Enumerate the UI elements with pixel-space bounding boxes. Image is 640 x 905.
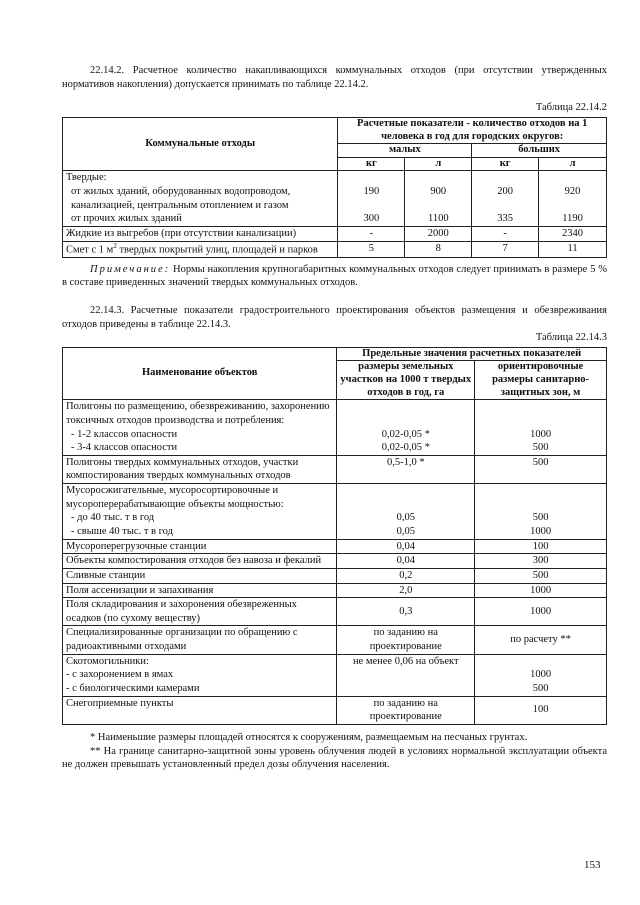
cell-zone: 500 bbox=[475, 511, 607, 525]
cell-zone: 500 bbox=[475, 568, 607, 583]
cell-name: Сливные станции bbox=[63, 568, 337, 583]
table-note bbox=[62, 263, 607, 290]
cell-area: 2,0 bbox=[337, 583, 475, 598]
cell-name: Объекты компостирования отходов без навоза и фекалий bbox=[63, 554, 337, 569]
cell-value: 335 bbox=[472, 212, 539, 226]
cell-zone: 300 bbox=[475, 554, 607, 569]
cell-name: Мусороперегрузочные станции bbox=[63, 539, 337, 554]
table-row bbox=[63, 241, 607, 257]
table-row bbox=[63, 455, 607, 483]
cell-value: 7 bbox=[472, 241, 539, 257]
cell-area: 0,3 bbox=[337, 598, 475, 626]
cell-area: 0,02-0,05 * bbox=[337, 441, 475, 455]
table-row bbox=[63, 583, 607, 598]
cell-zone: по расчету ** bbox=[475, 626, 607, 654]
table-row bbox=[63, 554, 607, 569]
cell-name: - 1-2 классов опасности bbox=[63, 428, 337, 442]
cell-name: Скотомогильники: bbox=[63, 654, 337, 668]
cell-area: 0,2 bbox=[337, 568, 475, 583]
cell-value: 5 bbox=[338, 241, 405, 257]
cell-name: Мусоросжигательные, мусоросортировочные и мусороперерабатывающие объекты мощностью: bbox=[63, 484, 337, 512]
header-sanitary-zone: ориентировочные размеры санитарно-защитных зон, м bbox=[475, 361, 607, 400]
table-row bbox=[63, 212, 607, 226]
table-row bbox=[63, 682, 607, 696]
table-22-14-3 bbox=[62, 347, 607, 725]
table-22-14-2 bbox=[62, 117, 607, 258]
table-row bbox=[63, 185, 607, 212]
table-row bbox=[63, 598, 607, 626]
cell-zone: 500 bbox=[475, 455, 607, 483]
table-row bbox=[63, 525, 607, 539]
table-row bbox=[63, 226, 607, 241]
cell-value: 190 bbox=[338, 185, 405, 212]
table-header-row bbox=[63, 347, 607, 361]
header-unit-kg: кг bbox=[338, 157, 405, 171]
cell-name: - с захоронением в ямах bbox=[63, 668, 337, 682]
cell-zone bbox=[475, 484, 607, 512]
cell-area bbox=[337, 484, 475, 512]
cell-name: Полигоны твердых коммунальных отходов, участки компостирования твердых коммунальных отходов bbox=[63, 455, 337, 483]
cell-zone: 1000 bbox=[475, 428, 607, 442]
table-row bbox=[63, 484, 607, 512]
cell-zone: 1000 bbox=[475, 668, 607, 682]
header-unit-l: л bbox=[539, 157, 607, 171]
cell-zone: 100 bbox=[475, 539, 607, 554]
header-limit-values: Предельные значения расчетных показателей bbox=[337, 347, 607, 361]
cell-value: - bbox=[472, 226, 539, 241]
paragraph-22-14-2: 22.14.2. Расчетное количество накапливающихся коммунальных отходов (при отсутствии утвержденных нормативов накопления) допускается принимать по таблице 22.14.2. bbox=[62, 65, 607, 90]
table-row bbox=[63, 171, 607, 185]
cell-zone: 100 bbox=[475, 696, 607, 724]
cell-name: Поля ассенизации и запахивания bbox=[63, 583, 337, 598]
cell-area bbox=[337, 400, 475, 428]
cell-value: - bbox=[338, 226, 405, 241]
cell-zone: 500 bbox=[475, 441, 607, 455]
cell-area bbox=[337, 682, 475, 696]
table-row bbox=[63, 511, 607, 525]
cell-zone bbox=[475, 400, 607, 428]
table-row bbox=[63, 696, 607, 724]
note-label: Примечание: bbox=[90, 263, 171, 275]
cell-zone bbox=[475, 654, 607, 668]
cell-value: 1190 bbox=[539, 212, 607, 226]
header-land-area: размеры земельных участков на 1000 т твердых отходов в год, га bbox=[337, 361, 475, 400]
cell-name: - с биологическими камерами bbox=[63, 682, 337, 696]
table-row bbox=[63, 668, 607, 682]
cell-zone: 1000 bbox=[475, 525, 607, 539]
cell-value: 8 bbox=[405, 241, 472, 257]
cell-name: - свыше 40 тыс. т в год bbox=[63, 525, 337, 539]
table-row bbox=[63, 428, 607, 442]
paragraph-22-14-3: 22.14.3. Расчетные показатели градостроительного проектирования объектов размещения и обезвреживания отходов приведены в таблице 22.14.3. bbox=[62, 304, 607, 330]
note-text: Нормы накопления крупногабаритных коммунальных отходов следует принимать в размере 5 % в составе приведенных значений твердых коммунальных отходов. bbox=[62, 263, 607, 289]
cell-value: 11 bbox=[539, 241, 607, 257]
header-unit-kg: кг bbox=[472, 157, 539, 171]
cell-area: 0,5-1,0 * bbox=[337, 455, 475, 483]
header-indicators: Расчетные показатели - количество отходов на 1 человека в год для городских округов: bbox=[338, 117, 607, 143]
cell-area: по заданию на проектирование bbox=[337, 626, 475, 654]
cell-area bbox=[337, 668, 475, 682]
table-row bbox=[63, 626, 607, 654]
cell-name: Специализированные организации по обращению с радиоактивными отходами bbox=[63, 626, 337, 654]
cell-value: 2340 bbox=[539, 226, 607, 241]
document-page bbox=[62, 64, 607, 772]
cell-zone: 1000 bbox=[475, 598, 607, 626]
cell-area: 0,04 bbox=[337, 539, 475, 554]
cell-value: 1100 bbox=[405, 212, 472, 226]
cell-area: не менее 0,06 на объект bbox=[337, 654, 475, 668]
table-row bbox=[63, 400, 607, 428]
table-row bbox=[63, 654, 607, 668]
cell-area: 0,02-0,05 * bbox=[337, 428, 475, 442]
cell-name: - до 40 тыс. т в год bbox=[63, 511, 337, 525]
cell-area: 0,04 bbox=[337, 554, 475, 569]
header-object-name: Наименование объектов bbox=[63, 347, 337, 399]
table-row bbox=[63, 539, 607, 554]
cell-name: Поля складирования и захоронения обезвреженных осадков (по сухому веществу) bbox=[63, 598, 337, 626]
footnote-2: ** На границе санитарно-защитной зоны уровень облучения людей в условиях нормальной эксплуатации объекта не должен превышать установленный предел дозы облучения населения. bbox=[62, 745, 607, 771]
cell-area: по заданию на проектирование bbox=[337, 696, 475, 724]
cell-name: от прочих жилых зданий bbox=[63, 212, 338, 226]
header-large-cities: больших bbox=[472, 144, 607, 158]
page-number: 153 bbox=[584, 859, 601, 871]
table-caption-22-14-2: Таблица 22.14.2 bbox=[535, 102, 607, 114]
cell-area: 0,05 bbox=[337, 511, 475, 525]
header-small-cities: малых bbox=[338, 144, 472, 158]
table-header-row bbox=[63, 117, 607, 143]
cell-name: Смет с 1 $м^2$ твердых покрытий улиц, площадей и парков bbox=[63, 241, 338, 257]
cell-name: - 3-4 классов опасности bbox=[63, 441, 337, 455]
cell-name: Жидкие из выгребов (при отсутствии канализации) bbox=[63, 226, 338, 241]
footnote-1: * Наименьшие размеры площадей относятся к сооружениям, размещаемым на песчаных грунтах. bbox=[90, 731, 528, 743]
table-row bbox=[63, 441, 607, 455]
cell-zone: 1000 bbox=[475, 583, 607, 598]
table-caption-22-14-3: Таблица 22.14.3 bbox=[535, 332, 607, 344]
cell-name: Снегоприемные пункты bbox=[63, 696, 337, 724]
cell-value: 920 bbox=[539, 185, 607, 212]
cell-value: 2000 bbox=[405, 226, 472, 241]
cell-value: 900 bbox=[405, 185, 472, 212]
cell-value: 200 bbox=[472, 185, 539, 212]
header-unit-l: л bbox=[405, 157, 472, 171]
header-waste-type: Коммунальные отходы bbox=[63, 117, 338, 170]
cell-name: Полигоны по размещению, обезвреживанию, захоронению токсичных отходов производства и потребления: bbox=[63, 400, 337, 428]
table-row bbox=[63, 568, 607, 583]
cell-value: 300 bbox=[338, 212, 405, 226]
cell-name: от жилых зданий, оборудованных водопроводом, канализацией, центральным отоплением и газом bbox=[63, 185, 338, 212]
cell-area: 0,05 bbox=[337, 525, 475, 539]
cell-solid-title: Твердые: bbox=[63, 171, 338, 185]
cell-zone: 500 bbox=[475, 682, 607, 696]
